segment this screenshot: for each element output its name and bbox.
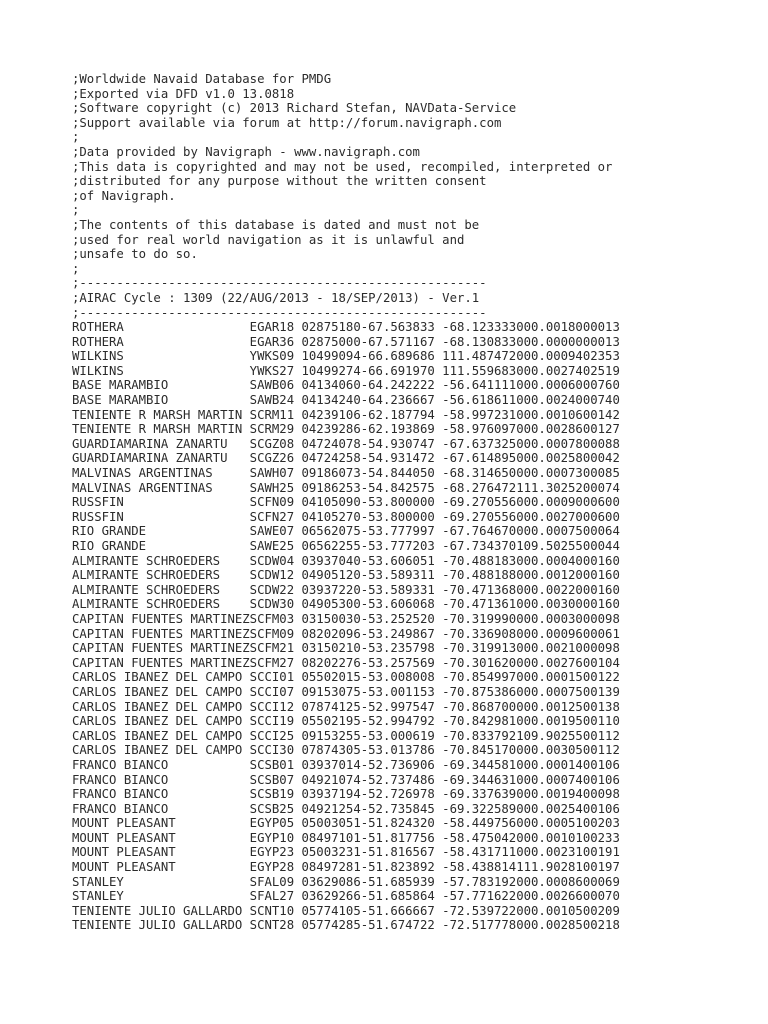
comment-line: ;Exported via DFD v1.0 13.0818: [72, 86, 295, 101]
record-line: GUARDIAMARINA ZANARTU SCGZ08 04724078-54.930747 -67.637325000.0007800088: [72, 436, 620, 451]
record-line: CAPITAN FUENTES MARTINEZSCFM03 03150030-53.252520 -70.319990000.0003000098: [72, 611, 620, 626]
comment-line: ;This data is copyrighted and may not be used, recompiled, interpreted or: [72, 159, 613, 174]
record-line: WILKINS YWKS27 10499274-66.691970 111.559683000.0027402519: [72, 363, 620, 378]
navaid-database-text: [72, 72, 752, 933]
record-line: FRANCO BIANCO SCSB01 03937014-52.736906 -69.344581000.0001400106: [72, 757, 620, 772]
record-line: CAPITAN FUENTES MARTINEZSCFM09 08202096-53.249867 -70.336908000.0009600061: [72, 626, 620, 641]
header-comment-block: [72, 72, 752, 320]
record-line: BASE MARAMBIO SAWB06 04134060-64.242222 -56.641111000.0006000760: [72, 378, 620, 393]
comment-line: ;Support available via forum at http://forum.navigraph.com: [72, 115, 502, 130]
record-line: MALVINAS ARGENTINAS SAWH07 09186073-54.844050 -68.314650000.0007300085: [72, 466, 620, 481]
record-line: TENIENTE R MARSH MARTIN SCRM11 04239106-62.187794 -58.997231000.0010600142: [72, 407, 620, 422]
record-line: CARLOS IBANEZ DEL CAMPO SCCI19 05502195-52.994792 -70.842981000.0019500110: [72, 714, 620, 729]
record-line: ALMIRANTE SCHROEDERS SCDW12 04905120-53.589311 -70.488188000.0012000160: [72, 568, 620, 583]
record-line: CARLOS IBANEZ DEL CAMPO SCCI30 07874305-53.013786 -70.845170000.0030500112: [72, 743, 620, 758]
record-line: ROTHERA EGAR18 02875180-67.563833 -68.123333000.0018000013: [72, 320, 620, 335]
record-line: RIO GRANDE SAWE07 06562075-53.777997 -67.764670000.0007500064: [72, 524, 620, 539]
record-line: MOUNT PLEASANT EGYP05 05003051-51.824320 -58.449756000.0005100203: [72, 816, 620, 831]
record-line: FRANCO BIANCO SCSB19 03937194-52.726978 -69.337639000.0019400098: [72, 787, 620, 802]
record-line: FRANCO BIANCO SCSB25 04921254-52.735845 -69.322589000.0025400106: [72, 801, 620, 816]
comment-line: ;-------------------------------------------------------: [72, 305, 487, 320]
record-line: STANLEY SFAL09 03629086-51.685939 -57.783192000.0008600069: [72, 874, 620, 889]
comment-line: ;AIRAC Cycle : 1309 (22/AUG/2013 - 18/SEP/2013) - Ver.1: [72, 290, 480, 305]
comment-line: ;unsafe to do so.: [72, 247, 198, 262]
record-line: CAPITAN FUENTES MARTINEZSCFM21 03150210-53.235798 -70.319913000.0021000098: [72, 641, 620, 656]
comment-line: ;used for real world navigation as it is unlawful and: [72, 232, 465, 247]
record-line: RUSSFIN SCFN09 04105090-53.800000 -69.270556000.0009000600: [72, 495, 620, 510]
record-line: MOUNT PLEASANT EGYP28 08497281-51.823892 -58.438814111.9028100197: [72, 860, 620, 875]
record-line: TENIENTE JULIO GALLARDO SCNT10 05774105-51.666667 -72.539722000.0010500209: [72, 903, 620, 918]
comment-line: ;Worldwide Navaid Database for PMDG: [72, 72, 332, 86]
record-line: WILKINS YWKS09 10499094-66.689686 111.487472000.0009402353: [72, 349, 620, 364]
record-line: FRANCO BIANCO SCSB07 04921074-52.737486 -69.344631000.0007400106: [72, 772, 620, 787]
record-line: CARLOS IBANEZ DEL CAMPO SCCI01 05502015-53.008008 -70.854997000.0001500122: [72, 670, 620, 685]
comment-line: ;: [72, 261, 80, 276]
comment-line: ;: [72, 130, 80, 145]
record-line: ROTHERA EGAR36 02875000-67.571167 -68.130833000.0000000013: [72, 334, 620, 349]
runway-records-list: [72, 320, 752, 933]
record-line: MALVINAS ARGENTINAS SAWH25 09186253-54.842575 -68.276472111.3025200074: [72, 480, 620, 495]
record-line: RIO GRANDE SAWE25 06562255-53.777203 -67.734370109.5025500044: [72, 539, 620, 553]
comment-line: ;of Navigraph.: [72, 188, 176, 203]
comment-line: ;The contents of this database is dated and must not be: [72, 217, 480, 232]
record-line: TENIENTE R MARSH MARTIN SCRM29 04239286-62.193869 -58.976097000.0028600127: [72, 422, 620, 437]
comment-line: ;Software copyright (c) 2013 Richard Stefan, NAVData-Service: [72, 101, 517, 116]
record-line: MOUNT PLEASANT EGYP23 05003231-51.816567 -58.431711000.0023100191: [72, 845, 620, 860]
record-line: CARLOS IBANEZ DEL CAMPO SCCI07 09153075-53.001153 -70.875386000.0007500139: [72, 684, 620, 699]
record-line: ALMIRANTE SCHROEDERS SCDW22 03937220-53.589331 -70.471368000.0022000160: [72, 582, 620, 597]
record-line: CAPITAN FUENTES MARTINEZSCFM27 08202276-53.257569 -70.301620000.0027600104: [72, 655, 620, 670]
comment-line: ;: [72, 203, 80, 218]
record-line: ALMIRANTE SCHROEDERS SCDW04 03937040-53.606051 -70.488183000.0004000160: [72, 553, 620, 568]
record-line: MOUNT PLEASANT EGYP10 08497101-51.817756 -58.475042000.0010100233: [72, 830, 620, 845]
record-line: RUSSFIN SCFN27 04105270-53.800000 -69.270556000.0027000600: [72, 509, 620, 524]
record-line: ALMIRANTE SCHROEDERS SCDW30 04905300-53.606068 -70.471361000.0030000160: [72, 597, 620, 612]
record-line: BASE MARAMBIO SAWB24 04134240-64.236667 -56.618611000.0024000740: [72, 393, 620, 408]
record-line: CARLOS IBANEZ DEL CAMPO SCCI12 07874125-52.997547 -70.868700000.0012500138: [72, 699, 620, 714]
comment-line: ;Data provided by Navigraph - www.navigraph.com: [72, 144, 420, 159]
comment-line: ;distributed for any purpose without the written consent: [72, 174, 487, 189]
comment-line: ;-------------------------------------------------------: [72, 276, 487, 291]
record-line: GUARDIAMARINA ZANARTU SCGZ26 04724258-54.931472 -67.614895000.0025800042: [72, 451, 620, 466]
record-line: TENIENTE JULIO GALLARDO SCNT28 05774285-51.674722 -72.517778000.0028500218: [72, 918, 620, 933]
record-line: STANLEY SFAL27 03629266-51.685864 -57.771622000.0026600070: [72, 889, 620, 904]
record-line: CARLOS IBANEZ DEL CAMPO SCCI25 09153255-53.000619 -70.833792109.9025500112: [72, 728, 620, 743]
